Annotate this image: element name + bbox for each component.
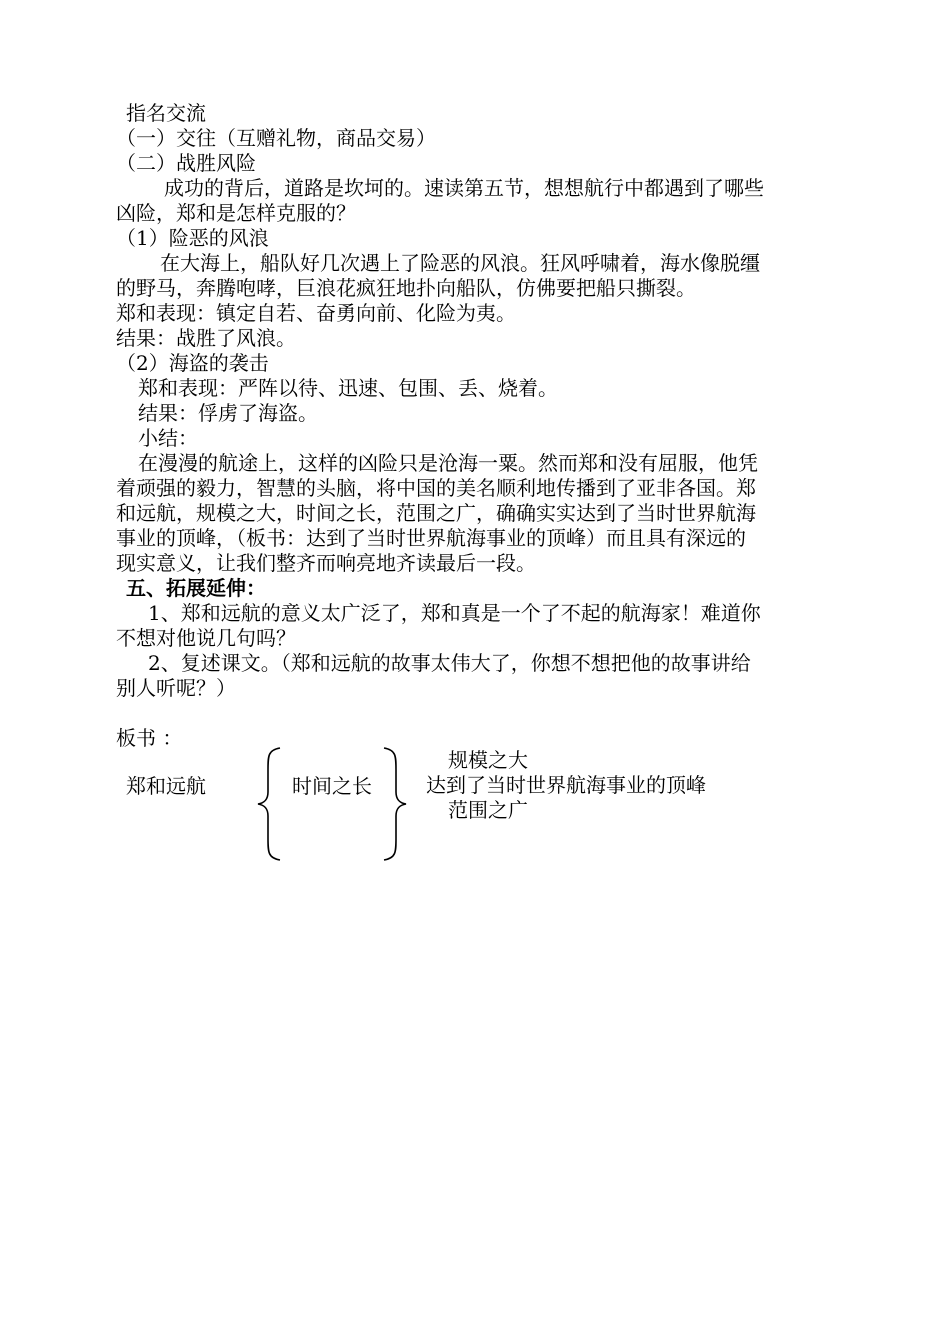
text-line: 郑和表现：镇定自若、奋勇向前、化险为夷。 [116,301,516,325]
right-brace [378,746,408,862]
text-line: 在漫漫的航途上，这样的凶险只是沧海一粟。然而郑和没有屈服，他凭 [138,451,758,475]
blackboard-center: 时间之长 [292,774,372,798]
blackboard-subject: 郑和远航 [126,774,206,798]
text-line: 不想对他说几句吗？ [116,626,296,650]
text-line: 和远航，规模之大，时间之长，范围之广，确确实实达到了当时世界航海 [116,501,756,525]
text-line: （2）海盗的袭击 [116,351,269,375]
text-line: （1）险恶的风浪 [116,226,269,250]
text-line: 现实意义，让我们整齐而响亮地齐读最后一段。 [116,551,536,575]
text-line: 着顽强的毅力，智慧的头脑，将中国的美名顺利地传播到了亚非各国。郑 [116,476,756,500]
text-line: 1、郑和远航的意义太广泛了，郑和真是一个了不起的航海家！难道你 [148,601,761,625]
text-line: 结果：俘虏了海盗。 [138,401,318,425]
text-line: 别人听呢？） [116,676,236,700]
text-line: 成功的背后，道路是坎坷的。速读第五节，想想航行中都遇到了哪些 [164,176,764,200]
blackboard-right-top: 规模之大 [448,748,528,772]
text-line: 2、复述课文。（郑和远航的故事太伟大了，你想不想把他的故事讲给 [148,651,751,675]
blackboard-right-bottom: 范围之广 [448,798,528,822]
text-line: 在大海上，船队好几次遇上了险恶的风浪。狂风呼啸着，海水像脱缰 [160,251,760,275]
blackboard-right-middle: 达到了当时世界航海事业的顶峰 [426,773,706,797]
text-line: 结果：战胜了风浪。 [116,326,296,350]
blackboard-label: 板书 ： [116,726,183,750]
text-line: 的野马，奔腾咆哮，巨浪花疯狂地扑向船队，仿佛要把船只撕裂。 [116,276,696,300]
text-line: 指名交流 [126,101,206,125]
left-brace [256,746,286,862]
text-line: （二）战胜风险 [116,151,256,175]
text-line: 凶险，郑和是怎样克服的？ [116,201,356,225]
section-heading: 五、拓展延伸： [126,576,266,600]
text-line: 小结： [138,426,198,450]
text-line: 郑和表现：严阵以待、迅速、包围、丢、烧着。 [138,376,558,400]
text-line: （一）交往（互赠礼物，商品交易） [116,126,436,150]
text-line: 事业的顶峰，（板书：达到了当时世界航海事业的顶峰）而且具有深远的 [116,526,746,550]
